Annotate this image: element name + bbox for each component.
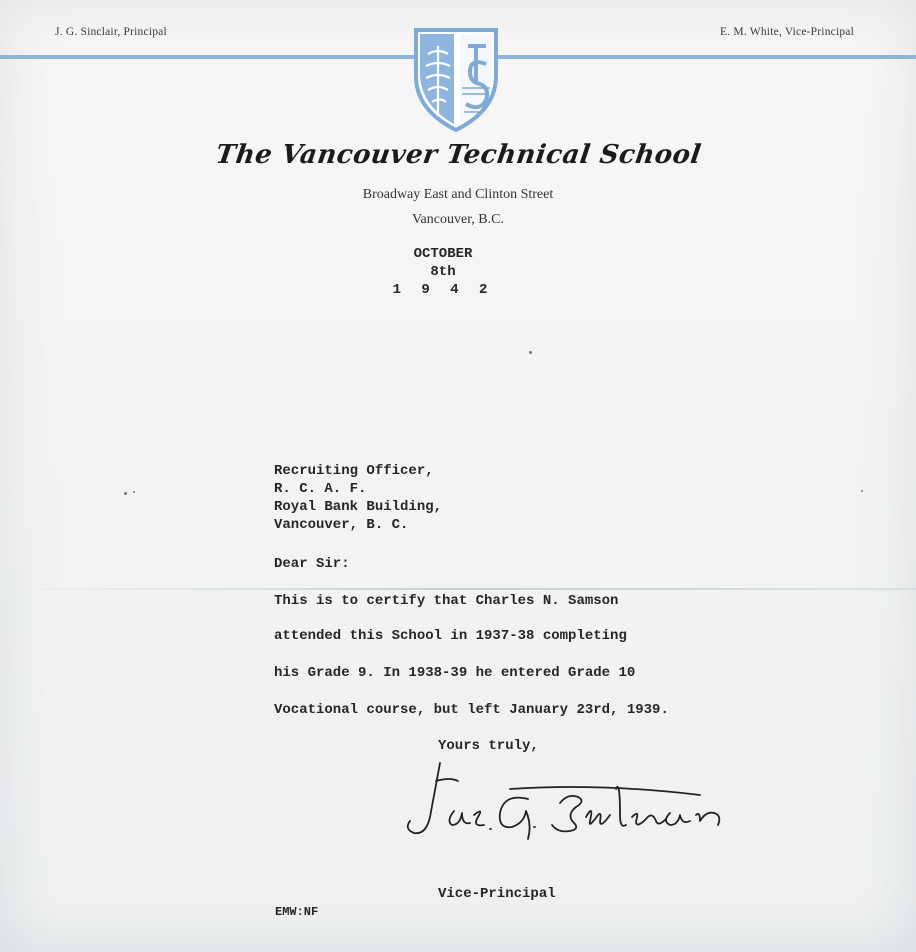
school-name-text: The Vancouver Technical School [213,140,703,170]
body-line: his Grade 9. In 1938-39 he entered Grade 10 [274,665,636,681]
school-address-street: Broadway East and Clinton Street [362,187,554,202]
paper-speck [861,490,863,492]
paper-speck [529,351,532,354]
school-name [0,140,916,170]
principal-name: J. G. Sinclair, Principal [55,26,167,38]
handwritten-signature [400,755,770,845]
date-year: 1 9 4 2 [392,282,494,298]
recipient-line: R. C. A. F. [274,481,367,497]
body-line: Vocational course, but left January 23rd, 1939. [274,702,669,718]
vice-principal-name: E. M. White, Vice-Principal [720,26,854,38]
typist-initials: EMW:NF [275,905,319,919]
date-month: OCTOBER [413,246,473,262]
date-day: 8th [430,264,456,280]
recipient-line: Royal Bank Building, [274,499,443,515]
recipient-address [274,462,442,534]
salutation: Dear Sir: [274,556,350,572]
signer-title: Vice-Principal [438,886,556,902]
body-line: attended this School in 1937-38 completing [274,628,627,644]
body-line: This is to certify that Charles N. Samson [274,593,619,609]
vts-crest-icon [410,24,502,134]
paper-fold [0,588,916,590]
paper-speck [133,491,135,493]
school-address-city: Vancouver, B.C. [412,212,504,227]
recipient-line: Vancouver, B. C. [274,517,409,533]
closing: Yours truly, [438,738,539,754]
paper-speck [124,492,127,495]
letter-date [385,245,501,299]
recipient-line: Recruiting Officer, [274,463,434,479]
